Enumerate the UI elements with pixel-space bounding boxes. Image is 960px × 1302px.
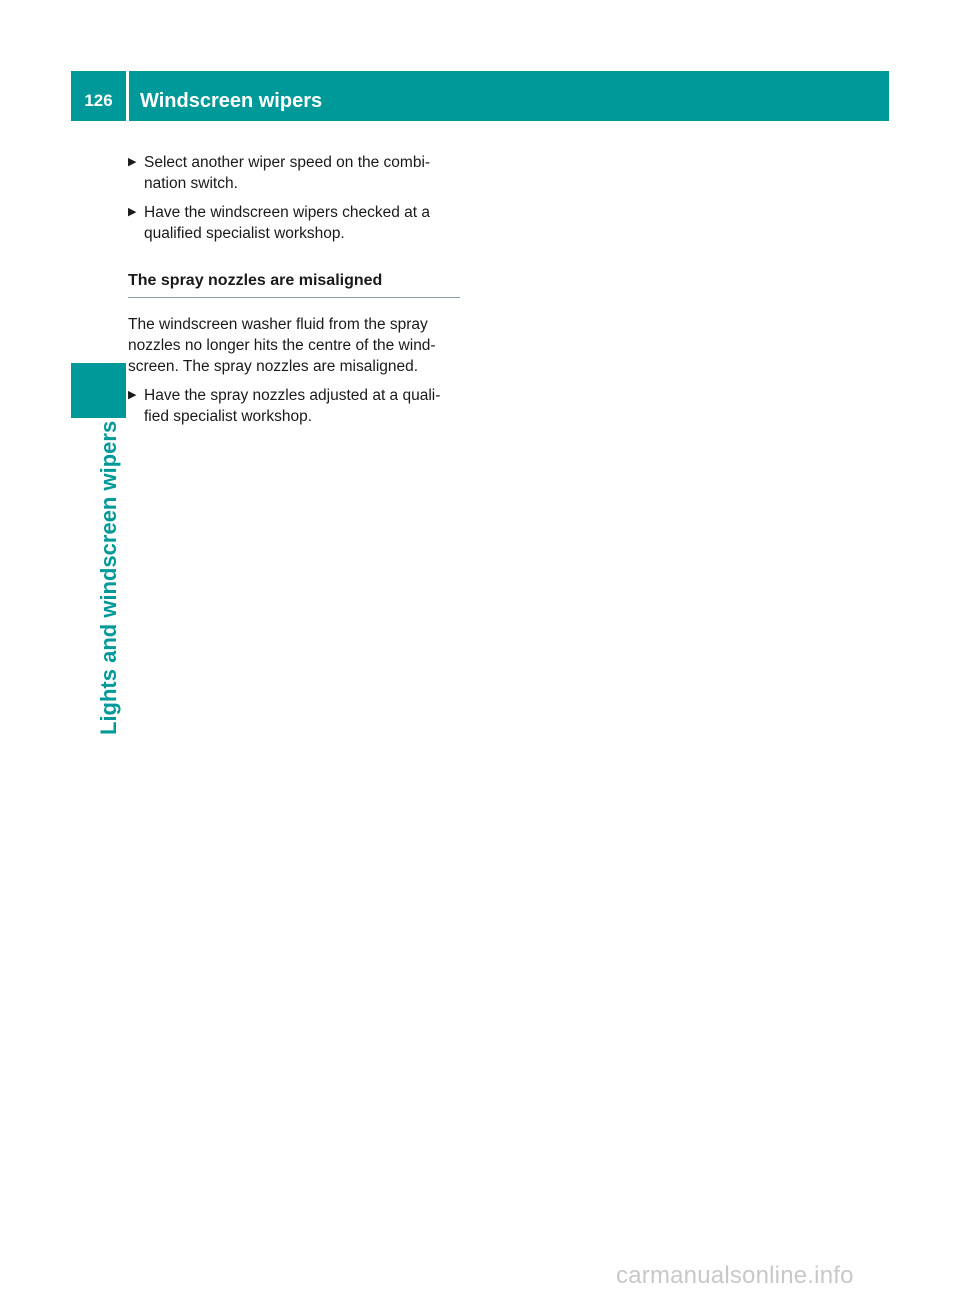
- header-divider: [126, 71, 129, 121]
- page-title: Windscreen wipers: [140, 90, 323, 112]
- instruction-text: Select another wiper speed on the combi-nation switch.: [144, 154, 431, 192]
- instruction-step: [128, 152, 460, 194]
- content-column: [128, 152, 460, 435]
- chapter-tab-label: Lights and windscreen wipers: [96, 420, 121, 735]
- watermark: carmanualsonline.info: [616, 1262, 854, 1289]
- body-paragraph: The windscreen washer fluid from the spray nozzles no longer hits the centre of the wind-screen. The spray nozzles are misaligned.: [128, 316, 436, 375]
- arrow-bullet-icon: ▶: [128, 206, 137, 218]
- chapter-tab-block: [71, 363, 126, 418]
- instruction-step: [128, 202, 460, 244]
- instruction-text: Have the spray nozzles adjusted at a quali-fied specialist workshop.: [144, 387, 441, 425]
- instruction-text: Have the windscreen wipers checked at a qualified specialist workshop.: [144, 204, 431, 242]
- page-number: 126: [84, 91, 113, 110]
- instruction-step: [128, 385, 460, 427]
- section-heading: The spray nozzles are misaligned: [128, 270, 460, 298]
- arrow-bullet-icon: ▶: [128, 389, 137, 401]
- arrow-bullet-icon: ▶: [128, 156, 137, 168]
